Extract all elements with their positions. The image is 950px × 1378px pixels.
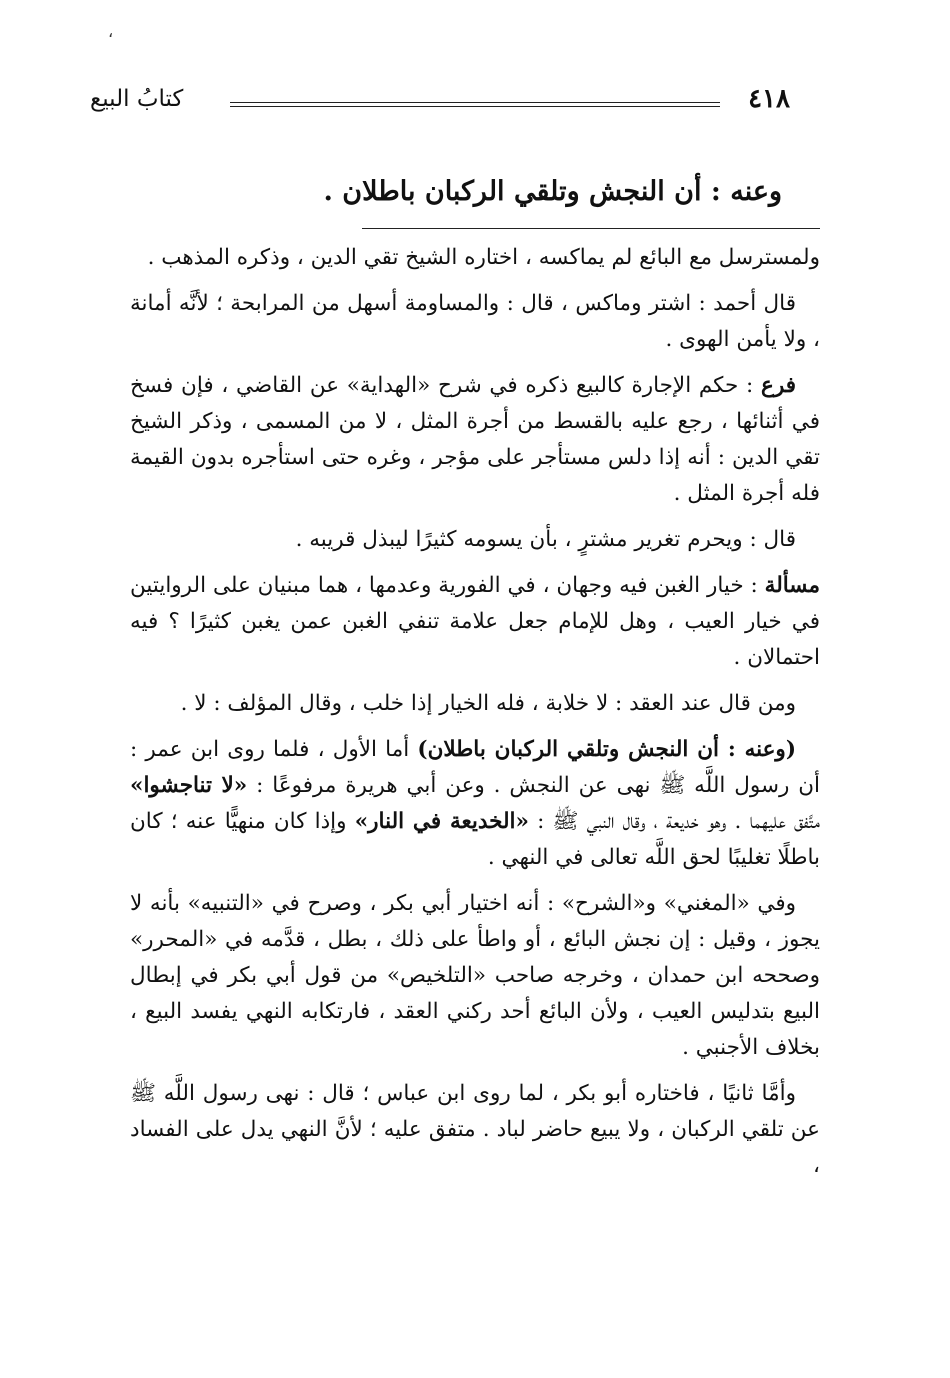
quoted-matn: (وعنه : أن النجش وتلقي الركبان باطلان) — [417, 737, 796, 762]
paragraph — [130, 732, 820, 876]
book-title: كتابُ البيع — [90, 86, 184, 112]
body-text — [130, 240, 820, 1194]
paragraph — [130, 368, 820, 512]
paragraph: ومن قال عند العقد : لا خلابة ، فله الخيار إذا خلب ، وقال المؤلف : لا . — [180, 691, 796, 716]
paragraph: قال : ويحرم تغرير مشترٍ ، بأن يسومه كثيرًا ليبذل قريبه . — [295, 527, 796, 552]
term-label: مسألة — [764, 573, 820, 598]
paragraph-text: : حكم الإجارة كالبيع ذكره في شرح «الهداية» عن القاضي ، فإن فسخ في أثنائها ، رجع عليه بالقسط من أجرة المثل ، لا من المسمى ، وذكر الشيخ تقي الدين : أنه إذا دلس مستأجر على مؤجر ، وغره حتى استأجره بدون القيمة فله أجرة المثل . — [130, 373, 820, 506]
paragraph — [130, 568, 820, 676]
paragraph: وأمَّا ثانيًا ، فاختاره أبو بكر ، لما روى ابن عباس ؛ قال : نهى رسول اللَّه ﷺ عن تلقي الركبان ، ولا يبيع حاضر لباد . متفق عليه ؛ لأنَّ النهي يدل على الفساد ، — [130, 1081, 820, 1178]
margin-mark: ، — [108, 22, 114, 41]
paragraph: وفي «المغني» و«الشرح» : أنه اختيار أبي بكر ، وصرح في «التنبيه» بأنه لا يجوز ، وقيل : إن نجش البائع ، أو واطأ على ذلك ، بطل ، قدَّمه في «المحرر» وصححه ابن حمدان ، وخرجه صاحب «التلخيص» من قول أبي بكر في إبطال البيع بتدليس العيب ، ولأن البائع أحد ركني العقد ، فارتكابه النهي يفسد البيع ، بخلاف الأجنبي . — [130, 891, 820, 1060]
paragraph-text: وإذا كان منهيًّا عنه ؛ كان باطلًا تغليبًا لحق اللَّه تعالى في النهي . — [130, 809, 820, 870]
page-number: ٤١٨ — [748, 84, 790, 114]
paragraph: قال أحمد : اشتر وماكس ، قال : والمساومة أسهل من المرابحة ؛ لأنَّه أمانة ، ولا يأمن الهوى . — [130, 291, 820, 352]
paragraph-text: أما الأول ، فلما روى ابن عمر : أن رسول اللَّه ﷺ نهى عن النجش . وعن أبي هريرة مرفوعًا : — [130, 737, 821, 798]
section-heading: وعنه : أن النجش وتلقي الركبان باطلان . — [323, 176, 782, 207]
hadith-quote: «لا تناجشوا» — [130, 773, 248, 798]
paragraph-text: : خيار الغبن فيه وجهان ، في الفورية وعدمها ، هما مبنيان على الروايتين في خيار العيب ، وهل للإمام جعل علامة تنفي الغبن عمن يغبن كثيرًا ؟ فيه احتمالان . — [130, 573, 820, 670]
running-header — [90, 82, 790, 122]
term-label: فرع — [761, 373, 796, 398]
heading-rule — [362, 228, 820, 229]
paragraph: ولمسترسل مع البائع لم يماكسه ، اختاره الشيخ تقي الدين ، وذكره المذهب . — [147, 245, 820, 270]
paragraph-text: متَّفق عليهما . وهو خديعة ، وقال النبي ﷺ : — [528, 809, 820, 834]
hadith-quote: «الخديعة في النار» — [354, 809, 529, 834]
header-rule — [230, 102, 720, 107]
